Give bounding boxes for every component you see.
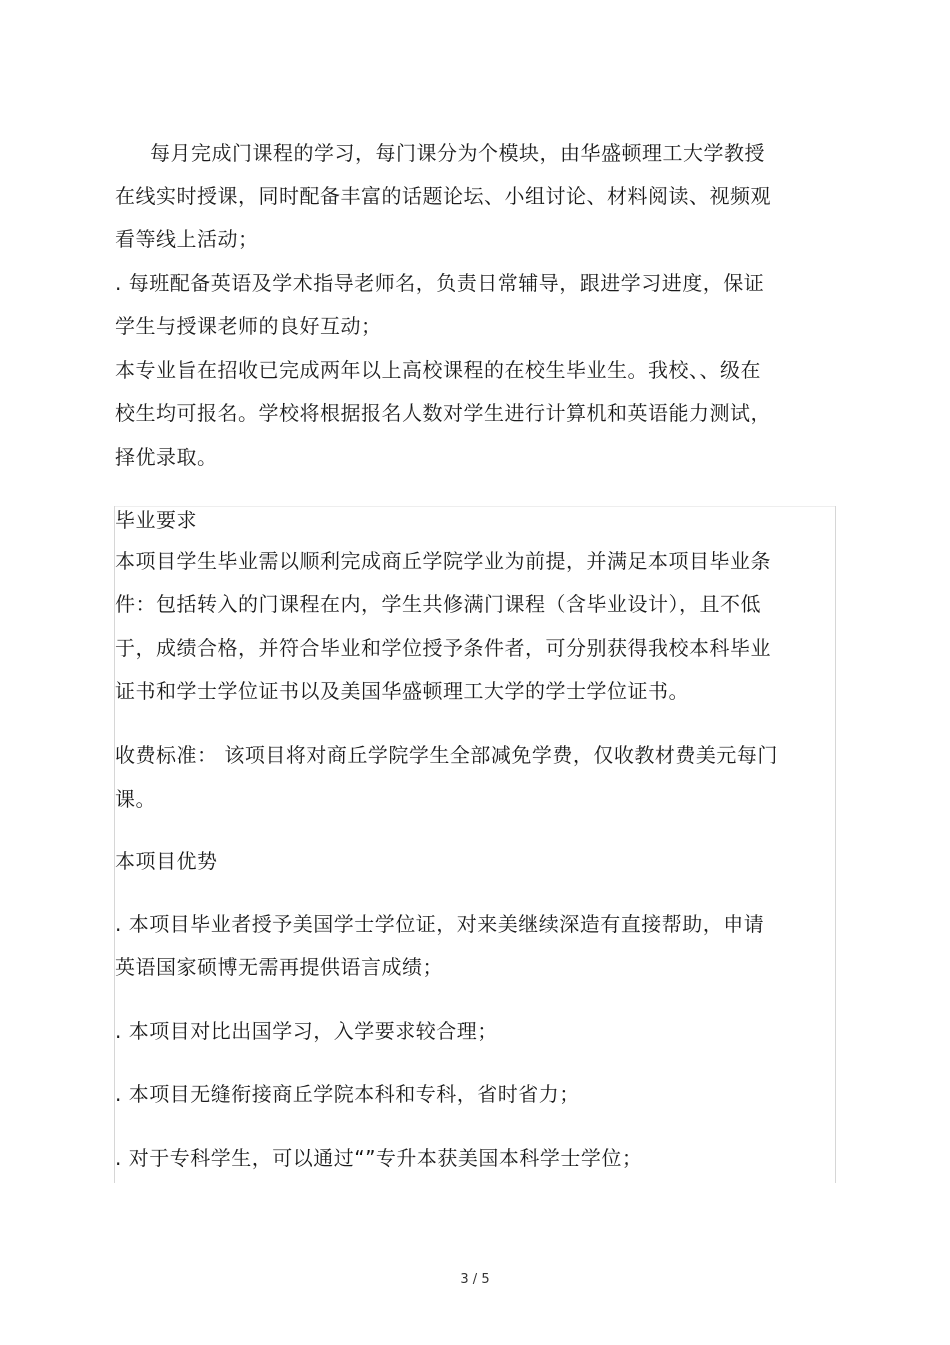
intro-line: 每月完成门课程的学习，每门课分为个模块，由华盛顿理工大学教授 bbox=[150, 141, 765, 165]
advantage-item: 英语国家硕博无需再提供语言成绩； bbox=[115, 955, 443, 979]
intro-line: 校生均可报名。学校将根据报名人数对学生进行计算机和英语能力测试， bbox=[115, 401, 771, 425]
advantage-item: . 本项目毕业者授予美国学士学位证，对来美继续深造有直接帮助，申请 bbox=[115, 912, 765, 936]
intro-line: . 每班配备英语及学术指导老师名，负责日常辅导，跟进学习进度，保证 bbox=[115, 271, 765, 295]
intro-line: 本专业旨在招收已完成两年以上高校课程的在校生毕业生。我校、、级在 bbox=[115, 358, 761, 382]
intro-line: 看等线上活动； bbox=[115, 227, 259, 251]
fees-line: 课。 bbox=[115, 787, 156, 811]
advantage-item: . 本项目对比出国学习，入学要求较合理； bbox=[115, 1019, 498, 1043]
intro-line: 学生与授课老师的良好互动； bbox=[115, 314, 382, 338]
section-frame-top bbox=[114, 506, 836, 507]
graduation-line: 证书和学士学位证书以及美国华盛顿理工大学的学士学位证书。 bbox=[115, 679, 689, 703]
page-number: 3 / 5 bbox=[460, 1272, 490, 1287]
graduation-line: 本项目学生毕业需以顺利完成商丘学院学业为前提，并满足本项目毕业条 bbox=[115, 549, 771, 573]
advantage-item: . 本项目无缝衔接商丘学院本科和专科，省时省力； bbox=[115, 1082, 580, 1106]
section-frame-right bbox=[835, 506, 836, 1183]
graduation-line: 件：包括转入的门课程在内，学生共修满门课程（含毕业设计），且不低 bbox=[115, 592, 761, 616]
intro-line: 在线实时授课，同时配备丰富的话题论坛、小组讨论、材料阅读、视频观 bbox=[115, 184, 771, 208]
advantages-heading: 本项目优势 bbox=[115, 849, 218, 873]
graduation-heading: 毕业要求 bbox=[115, 508, 197, 532]
advantage-item: . 对于专科学生，可以通过“”专升本获美国本科学士学位； bbox=[115, 1146, 643, 1170]
graduation-line: 于，成绩合格，并符合毕业和学位授予条件者，可分别获得我校本科毕业 bbox=[115, 636, 771, 660]
fees-line: 收费标准： 该项目将对商丘学院学生全部减免学费，仅收教材费美元每门 bbox=[115, 743, 778, 767]
intro-line: 择优录取。 bbox=[115, 445, 218, 469]
